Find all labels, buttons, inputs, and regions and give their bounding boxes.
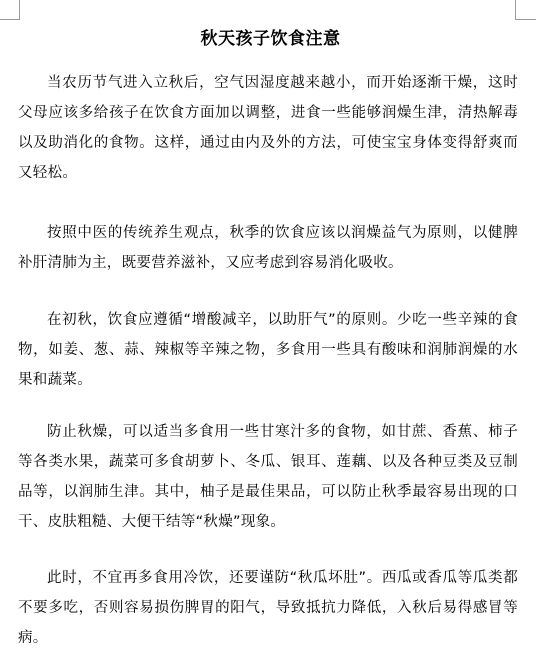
top-right-margin-mark (515, 0, 536, 20)
paragraph-5: 此时，不宜再多食用冷饮，还要谨防“秋瓜坏肚”。西瓜或香瓜等瓜类都不要多吃，否则容易损伤脾胃的阳气，导致抵抗力降低，入秋后易得感冒等病。 (18, 570, 518, 646)
document-title: 秋天孩子饮食注意 (200, 29, 341, 49)
paragraph-1: 当农历节气进入立秋后，空气因湿度越来越小，而开始逐渐干燥，这时父母应该多给孩子在饮食方面加以调整，进食一些能够润燥生津，清热解毒以及助消化的食物。这样，通过由内及外的方法，可使宝宝身体变得舒爽而又轻松。 (18, 75, 518, 181)
paragraph-2: 按照中医的传统养生观点，秋季的饮食应该以润燥益气为原则，以健脾补肝清肺为主，既要营养滋补，又应考虑到容易消化吸收。 (18, 225, 518, 271)
paragraph-4: 防止秋燥，可以适当多食用一些甘寒汁多的食物，如甘蔗、香蕉、柿子等各类水果，蔬菜可多食胡萝卜、冬瓜、银耳、莲藕、以及各种豆类及豆制品等，以润肺生津。其中，柚子是最佳果品，可以防止秋季最容易出现的口干、皮肤粗糙、大便干结等“秋燥”现象。 (18, 424, 518, 530)
paragraph-3: 在初秋，饮食应遵循“增酸减辛，以助肝气”的原则。少吃一些辛辣的食物，如姜、葱、蒜、辣椒等辛辣之物，多食用一些具有酸味和润肺润燥的水果和蔬菜。 (18, 312, 518, 388)
top-left-margin-mark (0, 0, 20, 20)
